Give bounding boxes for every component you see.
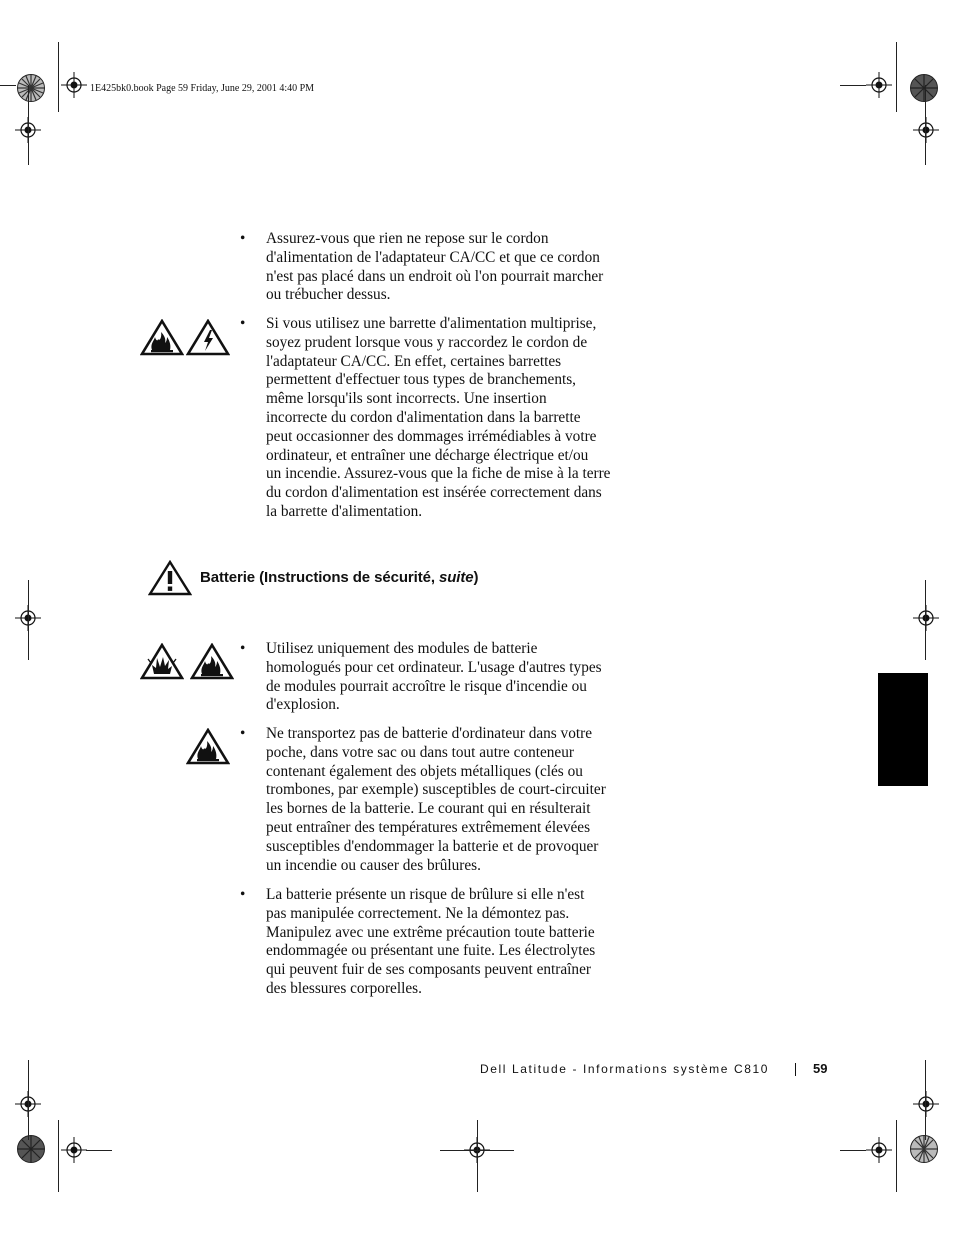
list-item-text: Ne transportez pas de batterie d'ordinateur dans votre poche, dans votre sac ou dans tout autre conteneur contenant également des objets métalliques (clés ou trombones, par exemple) susceptibles de court-circuiter les bornes de la batterie. Le courant qui en résulterait peut entraîner des températures extrêmement élevées susceptibles d'endommager la batterie et de provoquer un incendie ou causer des brûlures. xyxy=(266,725,606,874)
crop-line xyxy=(925,1060,926,1140)
fire-hazard-icon xyxy=(190,643,234,680)
list-item xyxy=(240,230,630,306)
registration-mark-icon xyxy=(913,117,939,143)
list-item xyxy=(240,640,630,716)
crop-line xyxy=(440,1150,514,1151)
registration-mark-icon xyxy=(61,72,87,98)
registration-mark-icon xyxy=(866,72,892,98)
color-target-icon xyxy=(16,73,46,103)
crop-line xyxy=(28,1060,29,1140)
bullet-marker: • xyxy=(240,640,246,657)
crop-line xyxy=(477,1120,478,1192)
crop-line xyxy=(925,85,926,165)
crop-line xyxy=(28,85,29,165)
footer-separator xyxy=(795,1063,796,1076)
section-heading-close: ) xyxy=(473,569,479,586)
registration-mark-icon xyxy=(866,1137,892,1163)
section-heading-italic: suite xyxy=(438,569,474,586)
list-item-text: Assurez-vous que rien ne repose sur le cordon d'alimentation de l'adaptateur CA/CC et que ce cordon n'est pas placé dans un endroit où l'on pourrait marcher ou trébucher dessus. xyxy=(266,230,604,304)
crop-line xyxy=(840,1150,866,1151)
registration-mark-icon xyxy=(61,1137,87,1163)
bullet-marker: • xyxy=(240,315,246,332)
section-heading xyxy=(200,569,478,586)
fire-hazard-icon xyxy=(186,728,230,765)
registration-mark-icon xyxy=(913,1091,939,1117)
registration-mark-icon xyxy=(913,605,939,631)
list-item xyxy=(240,725,630,877)
list-item-text: Si vous utilisez une barrette d'alimentation multiprise, soyez prudent lorsque vous y raccordez le cordon de l'adaptateur CA/CC. En effet, certaines barrettes permettent d'effectuer tous types de branchements, même lorsqu'ils sont incorrects. Une insertion incorrecte du cordon d'alimentation dans la barrette peut occasionner des dommages irrémédiables à votre ordinateur, et entraîner une décharge électrique et/ou un incendie. Assurez-vous que la fiche de mise à la terre du cordon d'alimentation est insérée correctement dans la barrette d'alimentation. xyxy=(266,315,611,520)
color-target-icon xyxy=(909,1134,939,1164)
crop-line xyxy=(86,1150,112,1151)
bullet-marker: • xyxy=(240,886,246,903)
crop-line xyxy=(0,85,16,86)
list-item xyxy=(240,315,630,523)
section-heading-main: Batterie (Instructions de sécurité, xyxy=(200,569,439,586)
page-number: 59 xyxy=(813,1061,828,1076)
crop-line xyxy=(896,1120,897,1192)
color-target-icon xyxy=(909,73,939,103)
bullet-marker: • xyxy=(240,725,246,742)
explosion-hazard-icon xyxy=(140,643,184,680)
footer-title: Dell Latitude - Informations système C810 xyxy=(480,1062,770,1076)
print-slug: 1E425bk0.book Page 59 Friday, June 29, 2001 4:40 PM xyxy=(90,83,315,94)
electrical-hazard-icon xyxy=(186,319,230,356)
fire-hazard-icon xyxy=(140,319,184,356)
crop-line xyxy=(925,580,926,660)
caution-icon xyxy=(148,560,192,596)
list-item-text: La batterie présente un risque de brûlure si elle n'est pas manipulée correctement. Ne la démontez pas. Manipulez avec une extrême précaution toute batterie endommagée ou présentant une fuite. Les électrolytes qui peuvent fuir de ses composants peuvent entraîner des blessures corporelles. xyxy=(266,886,596,997)
section-thumb-tab xyxy=(878,673,928,786)
list-item-text: Utilisez uniquement des modules de batterie homologués pour cet ordinateur. L'usage d'autres types de modules pourrait accroître le risque d'incendie ou d'explosion. xyxy=(266,640,602,714)
list-item xyxy=(240,886,630,1000)
color-target-icon xyxy=(16,1134,46,1164)
crop-line xyxy=(58,42,59,112)
crop-line xyxy=(28,580,29,660)
crop-line xyxy=(896,42,897,112)
crop-line xyxy=(840,85,866,86)
bullet-marker: • xyxy=(240,230,246,247)
crop-line xyxy=(58,1120,59,1192)
